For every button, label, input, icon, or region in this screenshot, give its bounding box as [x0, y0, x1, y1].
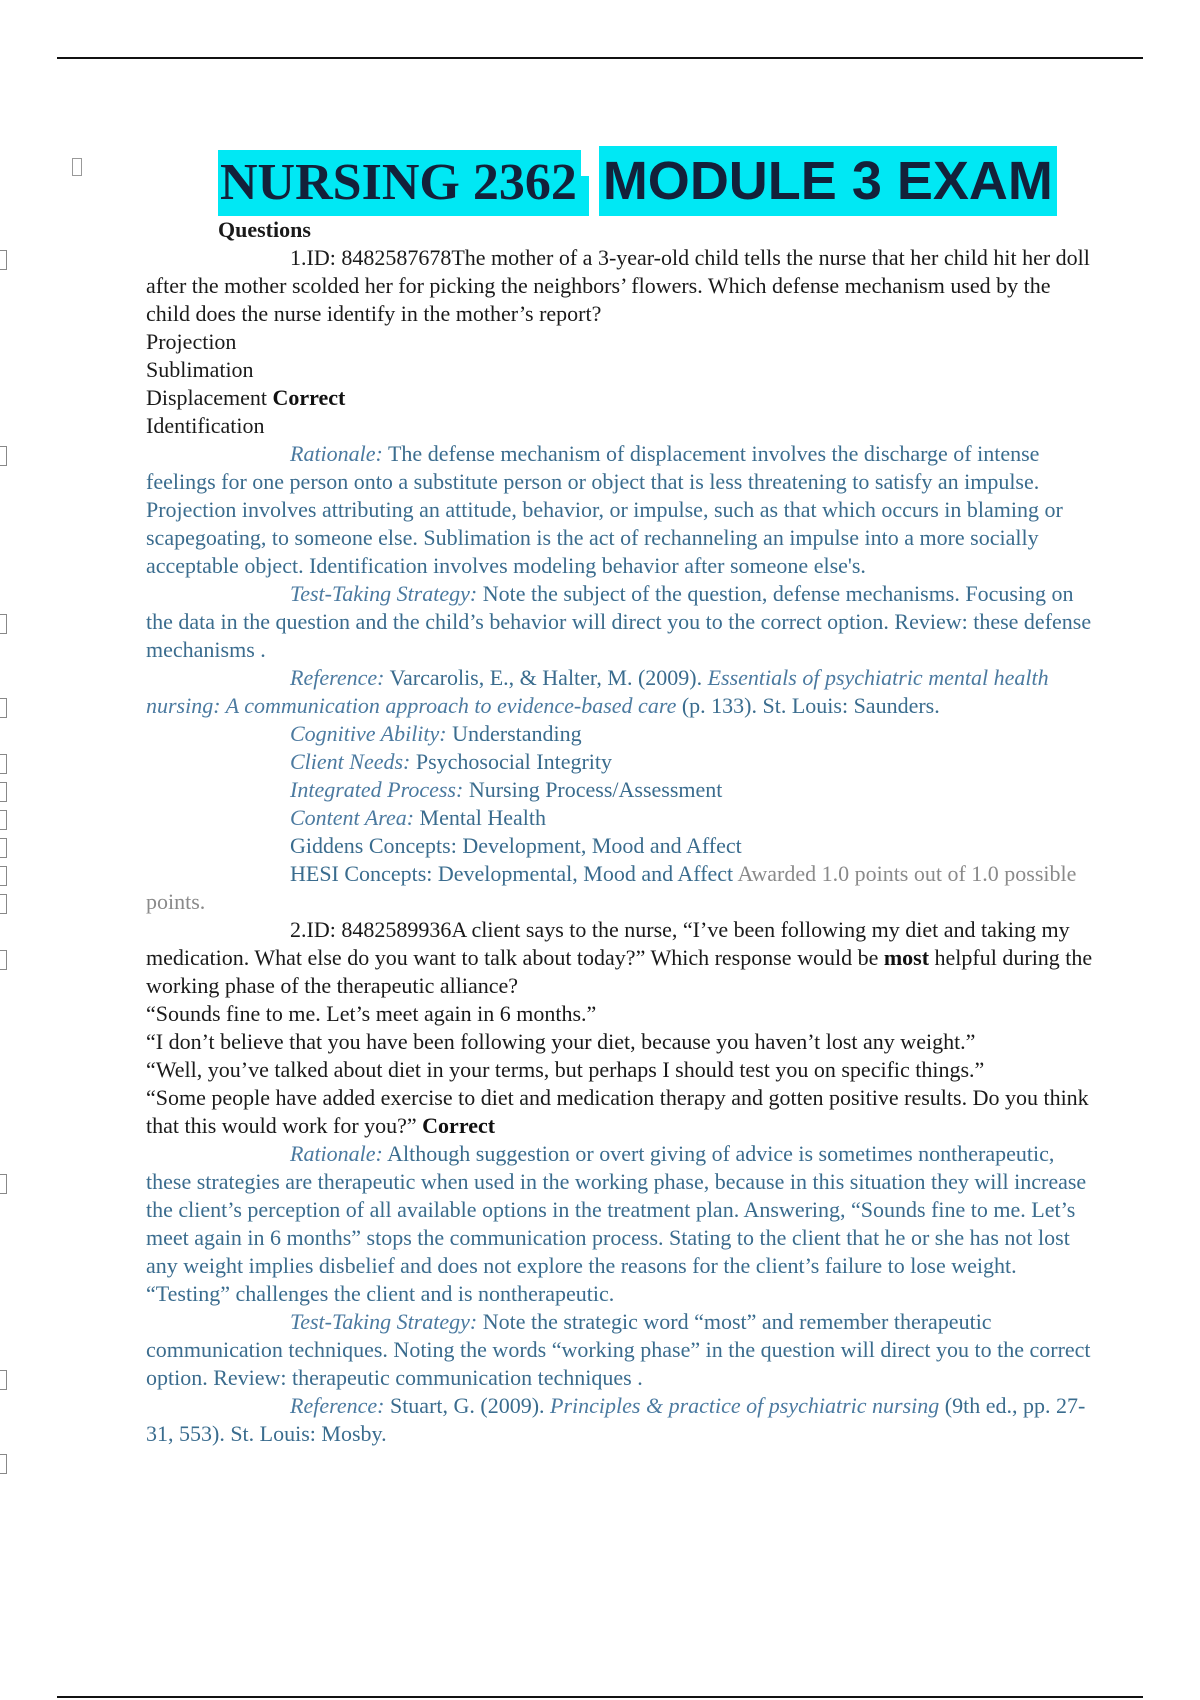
- q1-reference-title: Essentials of psychiatric mental health nursing: A communication approach to evidence-based care: [146, 665, 1049, 718]
- q1-reference: [146, 664, 1096, 720]
- strategy-label: Test-Taking Strategy:: [290, 1309, 478, 1334]
- q2-option: “I don’t believe that you have been following your diet, because you haven’t lost any weight.”: [146, 1029, 976, 1054]
- meta-value: Understanding: [452, 721, 582, 746]
- q2-strategy: [146, 1308, 1096, 1392]
- meta-label: Client Needs:: [290, 749, 411, 774]
- q1-strategy: [146, 580, 1096, 664]
- margin-glyph-icon: [0, 950, 7, 970]
- exam-content: [146, 216, 1096, 1448]
- q1-option: Identification: [146, 413, 265, 438]
- q2-stem-emphasis: most: [883, 945, 930, 970]
- q2-reference: [146, 1392, 1096, 1448]
- q1-reference-authors: Varcarolis, E., & Halter, M. (2009).: [389, 665, 703, 690]
- margin-glyph-icon: [0, 866, 7, 886]
- placeholder-glyph-icon: [72, 158, 82, 176]
- margin-glyph-icon: [0, 754, 7, 774]
- q1-content-area: [146, 804, 1096, 832]
- q1-number: 1.: [290, 245, 307, 270]
- q1-stem-text: The mother of a 3-year-old child tells the nurse that her child hit her doll after the mother scolded her for picking the neighbors’ flowers. Which defense mechanism used by the child does the nurse identify in the mother’s report?: [146, 245, 1090, 326]
- q1-hesi-concepts: HESI Concepts: Developmental, Mood and Affect: [290, 861, 734, 886]
- q2-rationale: [146, 1140, 1096, 1308]
- q1-awarded-points: Awarded 1.0 points out of 1.0 possible points.: [146, 861, 1077, 914]
- q1-client-needs: [146, 748, 1096, 776]
- q1-giddens-concepts: Giddens Concepts: Development, Mood and Affect: [290, 833, 742, 858]
- q1-rationale: [146, 440, 1096, 580]
- meta-value: Psychosocial Integrity: [415, 749, 613, 774]
- q2-option: “Sounds fine to me. Let’s meet again in 6 months.”: [146, 1001, 597, 1026]
- q2-option-correct: [146, 1084, 1096, 1140]
- margin-glyph-icon: [0, 838, 7, 858]
- q1-id: ID: 8482587678: [306, 245, 452, 270]
- q1-strategy-text: Note the subject of the question, defense mechanisms. Focusing on the data in the question and the child’s behavior will direct you to the correct option. Review: these defense mechanisms .: [146, 581, 1092, 662]
- q1-hesi-line: [146, 860, 1096, 916]
- margin-glyph-icon: [0, 698, 7, 718]
- q1-option: Sublimation: [146, 357, 254, 382]
- section-heading: Questions: [218, 217, 311, 242]
- q1-option: Projection: [146, 329, 237, 354]
- rationale-label: Rationale:: [290, 1141, 383, 1166]
- page-title: [218, 146, 1057, 212]
- q1-rationale-text: The defense mechanism of displacement involves the discharge of intense feelings for one person onto a substitute person or object that is less threatening to satisfy an impulse. Projection involves attributing an attitude, behavior, or impulse, such as that which occurs in blaming or scapegoating, to someone else. Sublimation is the act of rechanneling an impulse into a more socially acceptable object. Identification involves modeling behavior after someone else's.: [146, 441, 1063, 578]
- margin-glyph-icon: [0, 446, 7, 466]
- margin-glyph-icon: [0, 1174, 7, 1194]
- top-rule: [57, 57, 1143, 59]
- q1-option-text: Displacement: [146, 385, 267, 410]
- strategy-label: Test-Taking Strategy:: [290, 581, 478, 606]
- q2-reference-authors: Stuart, G. (2009).: [389, 1393, 545, 1418]
- q2-rationale-text: Although suggestion or overt giving of advice is sometimes nontherapeutic, these strategies are therapeutic when used in the working phase, because in this situation they will increase the client’s perception of all available options in the treatment plan. Answering, “Sounds fine to me. Let’s meet again in 6 months” stops the communication process. Stating to the client that he or she has not lost any weight implies disbelief and does not explore the reasons for the client’s failure to lose weight. “Testing” challenges the client and is nontherapeutic.: [146, 1141, 1087, 1306]
- title-part-1: NURSING 2362: [218, 150, 581, 216]
- margin-glyph-icon: [0, 1370, 7, 1390]
- meta-label: Cognitive Ability:: [290, 721, 447, 746]
- q1-stem: [146, 244, 1096, 328]
- meta-label: Integrated Process:: [290, 777, 464, 802]
- margin-glyph-icon: [0, 614, 7, 634]
- meta-value: Nursing Process/Assessment: [468, 777, 723, 802]
- title-part-2: MODULE 3 EXAM: [599, 146, 1057, 216]
- q2-option-text: “Some people have added exercise to diet and medication therapy and gotten positive results. Do you think that this would work for you?”: [146, 1085, 1089, 1138]
- q1-option-correct: [146, 384, 1096, 412]
- q2-reference-title: Principles & practice of psychiatric nursing: [550, 1393, 940, 1418]
- reference-label: Reference:: [290, 665, 385, 690]
- meta-label: Content Area:: [290, 805, 415, 830]
- correct-label: Correct: [422, 1113, 496, 1138]
- q2-number: 2.: [290, 917, 307, 942]
- margin-glyph-icon: [0, 782, 7, 802]
- margin-glyph-icon: [0, 250, 7, 270]
- q2-option: “Well, you’ve talked about diet in your terms, but perhaps I should test you on specific things.”: [146, 1057, 985, 1082]
- q1-reference-rest: (p. 133). St. Louis: Saunders.: [681, 693, 940, 718]
- margin-glyph-icon: [0, 1454, 7, 1474]
- q2-stem: [146, 916, 1096, 1000]
- rationale-label: Rationale:: [290, 441, 383, 466]
- bottom-rule: [57, 1696, 1143, 1698]
- q2-id: ID: 8482589936: [306, 917, 452, 942]
- correct-label: Correct: [272, 385, 346, 410]
- q1-integrated-process: [146, 776, 1096, 804]
- margin-glyph-icon: [0, 810, 7, 830]
- q2-stem-text: A client says to the nurse, “I’ve been following my diet and taking my medication. What else do you want to talk about today?” Which response would be: [146, 917, 1070, 970]
- q2-reference-rest: (9th ed., pp. 27-31, 553). St. Louis: Mosby.: [146, 1393, 1086, 1446]
- meta-value: Mental Health: [419, 805, 547, 830]
- margin-glyph-icon: [0, 894, 7, 914]
- title-highlight-gap: [581, 176, 589, 216]
- q2-strategy-text: Note the strategic word “most” and remember therapeutic communication techniques. Noting the words “working phase” in the question will direct you to the correct option. Review: therapeutic communication techniques .: [146, 1309, 1091, 1390]
- q1-cognitive-ability: [146, 720, 1096, 748]
- q2-stem-text-end: helpful during the working phase of the therapeutic alliance?: [146, 945, 1093, 998]
- reference-label: Reference:: [290, 1393, 385, 1418]
